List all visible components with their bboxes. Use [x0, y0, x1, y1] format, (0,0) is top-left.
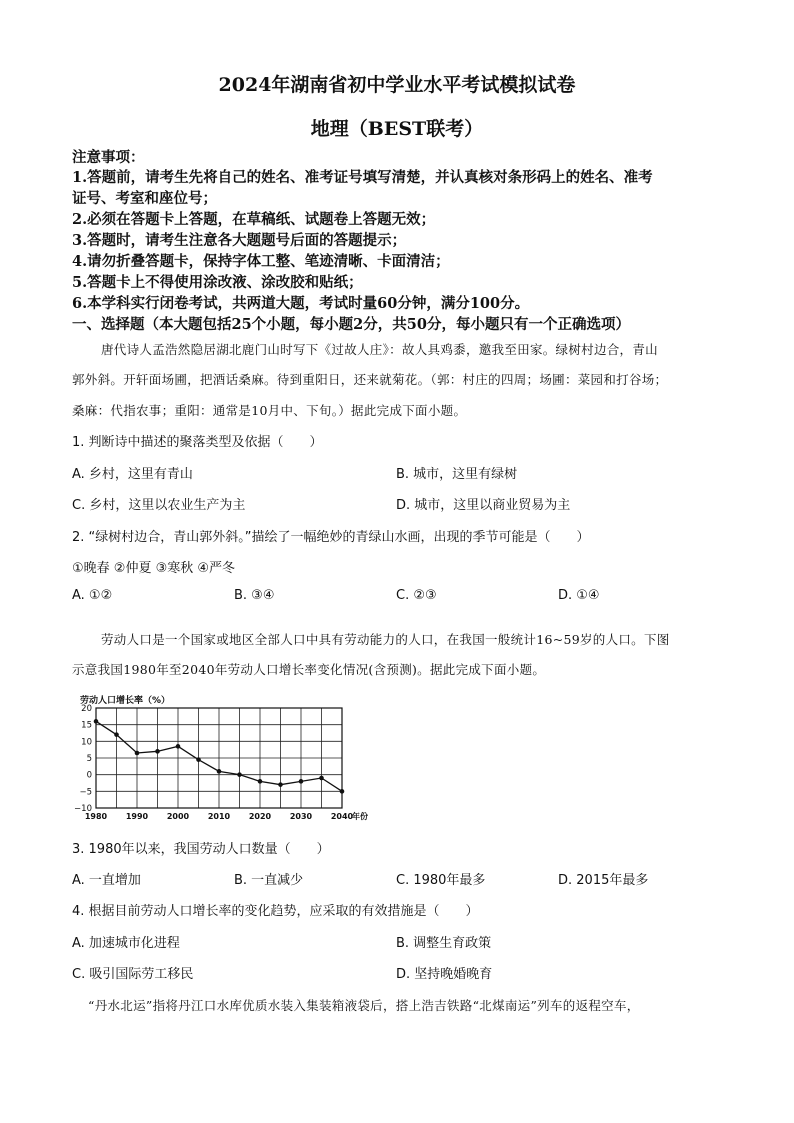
data-point	[155, 749, 160, 754]
q4-option-d[interactable]: D. 坚持晚婚晚育	[396, 967, 493, 982]
notice-item-6: 6.本学科实行闭卷考试，共两道大题，考试时量60分钟，满分100分。	[72, 295, 530, 312]
notice-item-4: 4.请勿折叠答题卡，保持字体工整、笔迹清晰、卡面清洁；	[72, 253, 450, 270]
data-point	[114, 732, 119, 737]
notice-item-2: 2.必须在答题卡上答题，在草稿纸、试题卷上答题无效；	[72, 211, 436, 228]
x-tick-label: 2020	[248, 812, 272, 821]
y-tick-label: 20	[81, 704, 92, 714]
x-tick-label: 2030	[289, 812, 313, 821]
exam-title: 2024年湖南省初中学业水平考试模拟试卷	[218, 74, 576, 96]
data-point	[196, 757, 201, 762]
x-tick-label: 2040	[330, 812, 354, 821]
y-tick-label: 10	[81, 737, 92, 748]
notice-item-3: 3.答题时，请考生注意各大题题号后面的答题提示；	[72, 232, 407, 249]
data-point	[299, 779, 304, 784]
chart-ticks	[74, 704, 368, 821]
q1-option-a[interactable]: A. 乡村，这里有青山	[72, 467, 193, 482]
labor-growth-chart	[60, 690, 380, 830]
q1-option-c[interactable]: C. 乡村，这里以农业生产为主	[72, 498, 246, 513]
x-tick-label: 1990	[125, 812, 149, 821]
data-point	[217, 769, 222, 774]
q3-stem: 3. 1980年以来，我国劳动人口数量（ ）	[72, 842, 330, 857]
x-tick-label: 2010	[207, 812, 231, 821]
q3-option-c[interactable]: C. 1980年最多	[396, 873, 486, 888]
y-tick-label: 5	[86, 754, 92, 764]
notice-heading: 注意事项：	[72, 149, 145, 166]
y-tick-label: −10	[74, 804, 92, 814]
q2-option-a[interactable]: A. ①②	[72, 588, 113, 603]
chart-grid	[96, 708, 342, 808]
data-point	[135, 751, 140, 756]
q1-option-d[interactable]: D. 城市，这里以商业贸易为主	[396, 498, 571, 513]
data-point	[258, 779, 263, 784]
passage1-line1: 唐代诗人孟浩然隐居湖北鹿门山时写下《过故人庄》：故人具鸡黍，邀我至田家。绿树村边合，青山	[101, 342, 658, 357]
exam-subtitle: 地理（BEST联考）	[310, 118, 484, 140]
q2-stem: 2. “绿树村边合，青山郭外斜。”描绘了一幅绝妙的青绿山水画，出现的季节可能是（ ）	[72, 530, 590, 545]
y-tick-label: 0	[86, 770, 92, 781]
data-point	[278, 782, 283, 787]
chart-title: 劳动人口增长率（%）	[80, 696, 171, 706]
notice-item-5: 5.答题卡上不得使用涂改液、涂改胶和贴纸；	[72, 274, 363, 291]
data-point	[319, 776, 324, 781]
x-tick-label: 2000	[166, 812, 190, 821]
notice-item-1a: 1.答题前，请考生先将自己的姓名、准考证号填写清楚，并认真核对条形码上的姓名、准考	[72, 169, 653, 186]
section-heading: 一、选择题（本大题包括25个小题，每小题2分，共50分，每小题只有一个正确选项）	[72, 316, 630, 333]
q3-option-a[interactable]: A. 一直增加	[72, 873, 141, 888]
data-point	[94, 719, 99, 724]
passage2-line2: 示意我国1980年至2040年劳动人口增长率变化情况(含预测)。据此完成下面小题。	[72, 662, 546, 677]
q4-option-b[interactable]: B. 调整生育政策	[396, 936, 492, 951]
data-point	[340, 789, 345, 794]
q3-option-b[interactable]: B. 一直减少	[234, 873, 304, 888]
data-point	[237, 772, 242, 777]
q2-option-d[interactable]: D. ①④	[558, 588, 600, 603]
passage1-line2: 郭外斜。开轩面场圃，把酒话桑麻。待到重阳日，还来就菊花。（郭：村庄的四周；场圃：菜园和打谷场；	[72, 372, 668, 387]
x-axis-unit: 年份	[352, 812, 368, 821]
passage3-line1: “丹水北运”指将丹江口水库优质水装入集装箱液袋后，搭上浩吉铁路“北煤南运”列车的返程空车，	[88, 998, 640, 1013]
q3-option-d[interactable]: D. 2015年最多	[558, 873, 649, 888]
q2-items: ①晚春 ②仲夏 ③寒秋 ④严冬	[72, 561, 236, 576]
y-tick-label: 15	[81, 720, 92, 731]
passage1-line3: 桑麻：代指农事；重阳：通常是10月中、下旬。）据此完成下面小题。	[72, 403, 467, 418]
data-point	[176, 744, 181, 749]
q4-option-c[interactable]: C. 吸引国际劳工移民	[72, 967, 194, 982]
x-tick-label: 1980	[84, 812, 108, 821]
notice-item-1b: 证号、考室和座位号；	[72, 190, 217, 207]
q4-stem: 4. 根据目前劳动人口增长率的变化趋势，应采取的有效措施是（ ）	[72, 904, 479, 919]
passage2-line1: 劳动人口是一个国家或地区全部人口中具有劳动能力的人口，在我国一般统计16~59岁的人口。下图	[101, 632, 670, 647]
q1-stem: 1. 判断诗中描述的聚落类型及依据（ ）	[72, 435, 323, 450]
q1-option-b[interactable]: B. 城市，这里有绿树	[396, 467, 518, 482]
q4-option-a[interactable]: A. 加速城市化进程	[72, 936, 180, 951]
q2-option-b[interactable]: B. ③④	[234, 588, 275, 603]
y-tick-label: −5	[79, 787, 92, 798]
q2-option-c[interactable]: C. ②③	[396, 588, 437, 603]
